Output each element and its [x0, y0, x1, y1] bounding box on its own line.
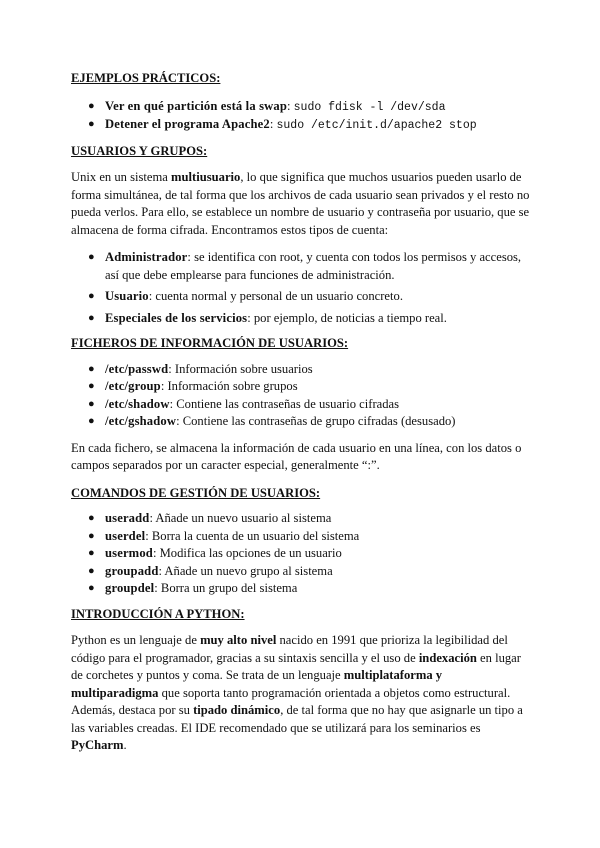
bullet-icon: ●	[88, 251, 95, 263]
bullet-icon: ●	[88, 380, 95, 392]
bullet-icon: ●	[88, 290, 95, 302]
list-item: ● groupdel: Borra un grupo del sistema	[71, 580, 531, 598]
python-paragraph: Python es un lenguaje de muy alto nivel nacido en 1991 que prioriza la legibilidad del código para el programador, gracias a su sintaxis sencilla y el uso de indexación en lugar de corchetes y puntos y coma. Se trata de un lenguaje multiplataforma y multiparadigma que soporta tanto programación orientada a objetos como estructural. Además, destaca por su tipado dinámico, de tal forma que no hay que asignarle un tipo a las variables creadas. El IDE recomendado que se utilizará para los seminarios es PyCharm.	[71, 633, 523, 752]
list-item: ● /etc/passwd: Información sobre usuarios	[71, 361, 531, 379]
list-item: ● userdel: Borra la cuenta de un usuario del sistema	[71, 528, 531, 546]
list-item: ● useradd: Añade un nuevo usuario al sistema	[71, 510, 531, 528]
ficheros-paragraph: En cada fichero, se almacena la información de cada usuario en una línea, con los datos o campos separados por un caracter especial, generalmente “:”.	[71, 440, 522, 472]
section-title-ficheros: FICHEROS DE INFORMACIÓN DE USUARIOS:	[71, 336, 349, 350]
section-title-ejemplos: EJEMPLOS PRÁCTICOS:	[71, 71, 221, 85]
section-title-comandos: COMANDOS DE GESTIÓN DE USUARIOS:	[71, 485, 321, 500]
ficheros-list	[71, 361, 531, 431]
list-item: ● Usuario: cuenta normal y personal de un usuario concreto.	[71, 288, 531, 306]
bullet-icon: ●	[88, 362, 95, 375]
bullet-icon: ●	[88, 529, 95, 542]
list-item: ● Ver en qué partición está la swap: sudo fdisk -l /dev/sda	[88, 98, 446, 114]
bullet-icon: ●	[88, 118, 95, 130]
list-item: ● /etc/shadow: Contiene las contraseñas de usuario cifradas	[71, 396, 531, 414]
list-item: ● /etc/gshadow: Contiene las contraseñas de grupo cifradas (desusado)	[71, 413, 531, 431]
list-item: ● usermod: Modifica las opciones de un usuario	[71, 545, 531, 563]
bullet-icon: ●	[88, 397, 95, 410]
comandos-list	[71, 510, 531, 598]
bullet-icon: ●	[88, 415, 95, 427]
usuarios-paragraph: Unix en un sistema multiusuario, lo que significa que muchos usuarios pueden usarlo de forma simultánea, de tal forma que los archivos de cada usuario sean privados y el resto no pueda verlos. Para ello, se establece un nombre de usuario y contraseña por usuario, que se almacena de forma cifrada. Encontramos estos tipos de cuenta:	[71, 170, 530, 237]
list-item: ● Administrador: se identifica con root, y cuenta con todos los permisos y accesos, así que debe emplearse para funciones de administración.	[88, 250, 522, 282]
section-title-python: INTRODUCCIÓN A PYTHON:	[71, 606, 245, 621]
bullet-icon: ●	[88, 547, 95, 559]
ejemplos-list	[71, 98, 531, 135]
list-item: ● Detener el programa Apache2: sudo /etc/init.d/apache2 stop	[88, 117, 477, 132]
bullet-icon: ●	[88, 582, 95, 594]
bullet-icon: ●	[88, 512, 95, 524]
list-item: ● /etc/group: Información sobre grupos	[71, 378, 531, 396]
list-item: ● groupadd: Añade un nuevo grupo al sistema	[71, 563, 531, 581]
list-item: ● Especiales de los servicios: por ejemplo, de noticias a tiempo real.	[71, 310, 531, 328]
document-page	[71, 70, 531, 755]
bullet-icon: ●	[88, 99, 95, 112]
section-title-usuarios: USUARIOS Y GRUPOS:	[71, 143, 208, 158]
bullet-icon: ●	[88, 564, 95, 577]
usuarios-list	[71, 249, 531, 327]
bullet-icon: ●	[88, 311, 95, 324]
